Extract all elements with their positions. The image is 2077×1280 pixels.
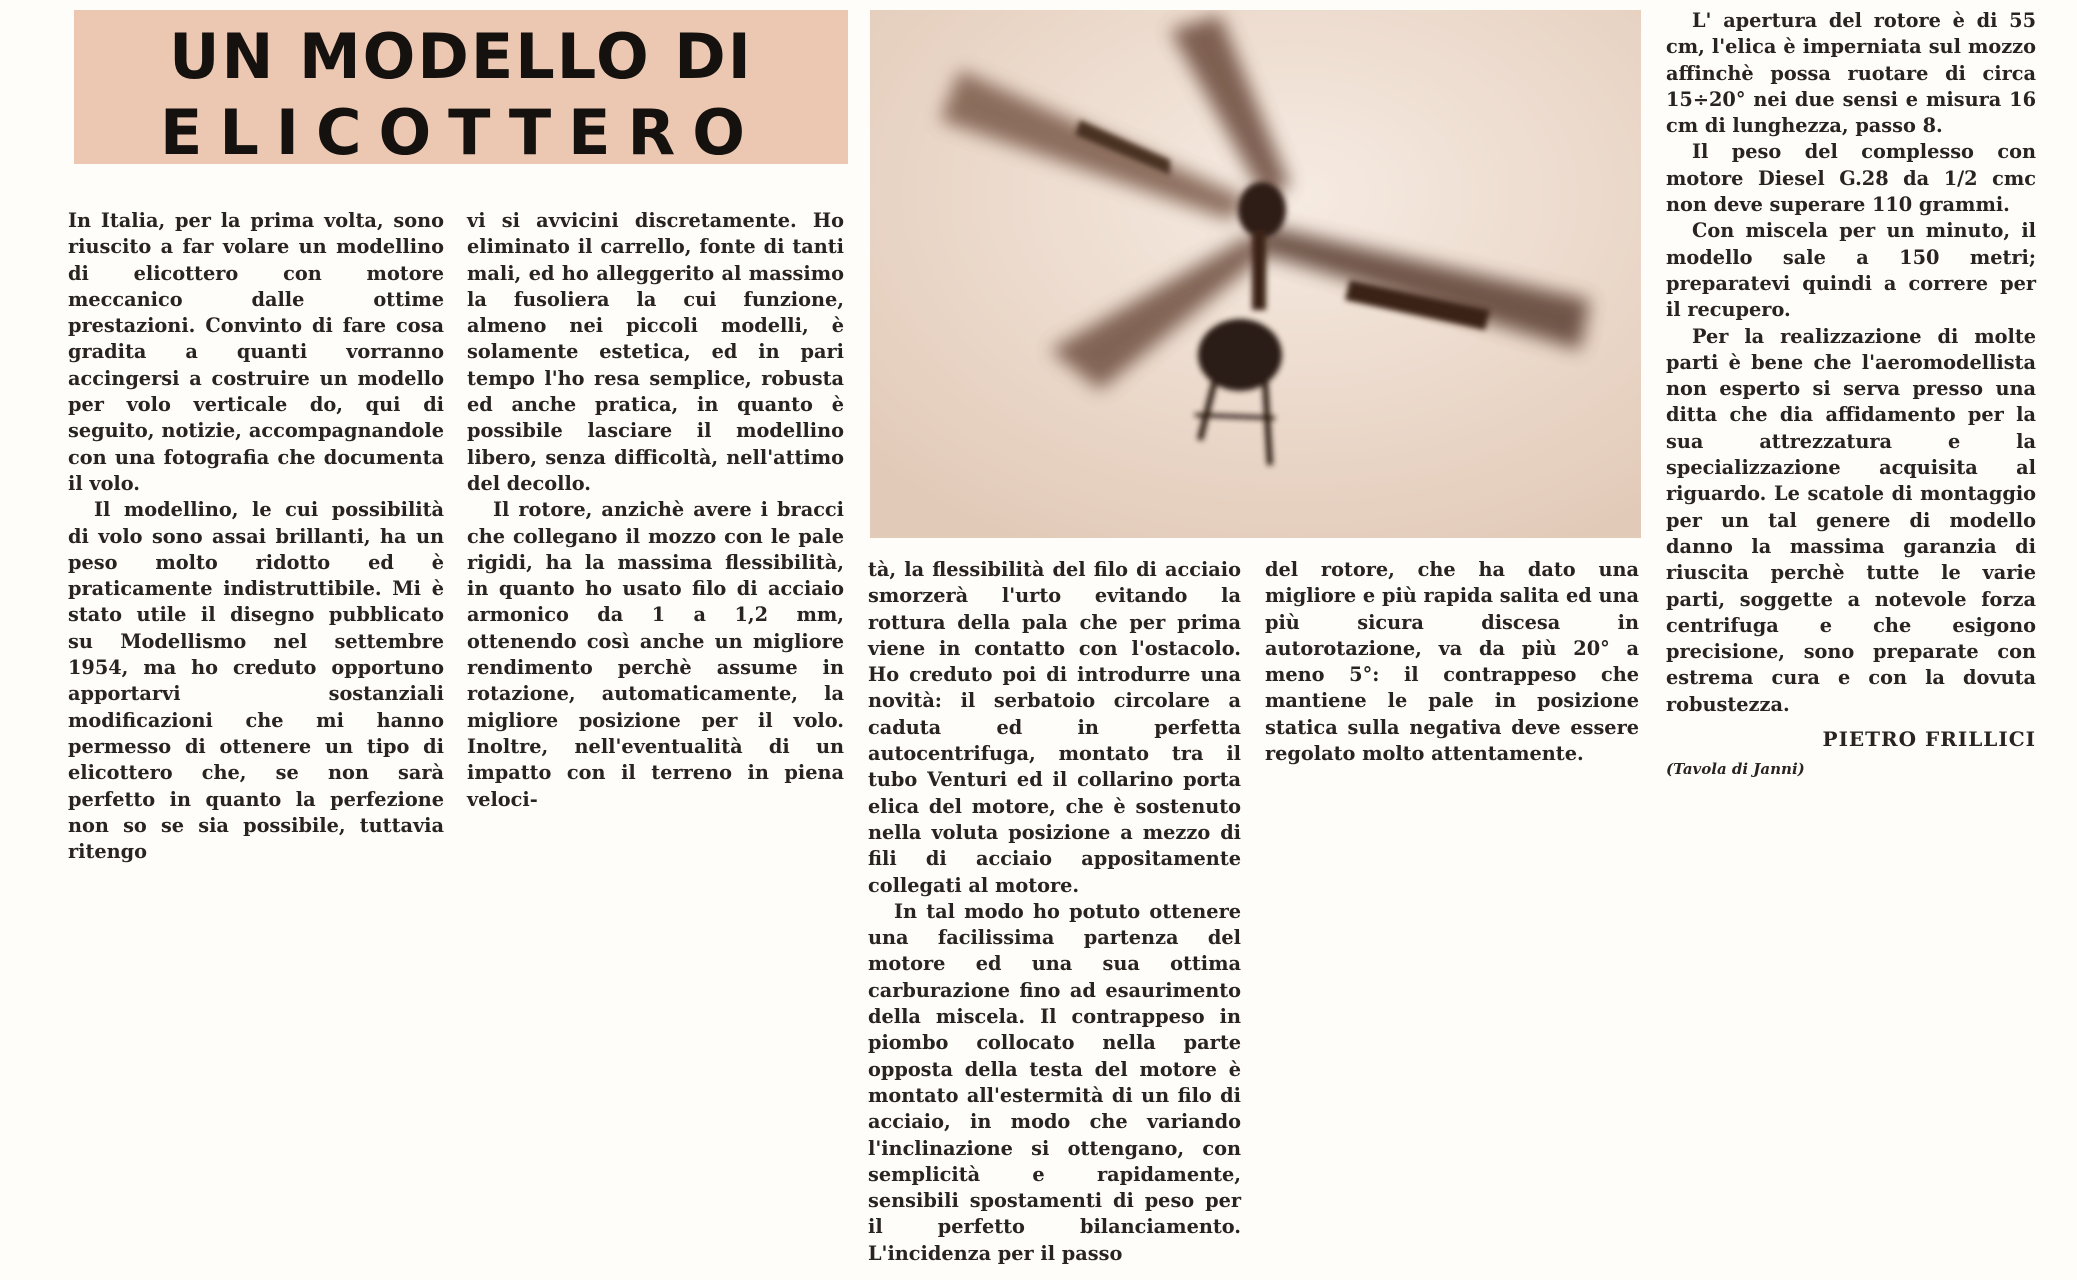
title-line-1: UN MODELLO DI <box>169 20 753 93</box>
paragraph: L' apertura del rotore è di 55 cm, l'elica è imperniata sul mozzo affinchè possa ruotare di circa 15÷20° nei due sensi e misura 16 cm di lunghezza, passo 8. <box>1666 9 2036 138</box>
paragraph: Il rotore, anzichè avere i bracci che collegano il mozzo con le pale rigidi, ha la massima flessibilità, in quanto ho usato filo di acciaio armonico da 1 a 1,2 mm, ottenendo così anche un migliore rendimento perchè assume in rotazione, automaticamente, la migliore posizione per il volo. Inoltre, nell'eventualità di un impatto con il terreno in piena veloci- <box>467 498 844 811</box>
title-banner <box>74 10 848 169</box>
paragraph: Il modellino, le cui possibilità di volo sono assai brillanti, ha un peso molto ridotto ed è praticamente indistruttibile. Mi è stato utile il disegno pubblicato su Modellismo nel settembre 1954, ma ho creduto opportuno apportarvi sostanziali modificazioni che mi hanno permesso di ottenere un tipo di elicottero che, se non sarà perfetto in quanto la perfezione non so se sia possibile, tuttavia ritengo <box>68 498 444 864</box>
article-column-2 <box>467 208 844 813</box>
article-column-1 <box>68 208 444 865</box>
illustration-credit: (Tavola di Janni) <box>1666 760 1805 779</box>
helicopter-photo <box>870 10 1641 538</box>
paragraph <box>68 208 444 497</box>
paragraph: Per la realizzazione di molte parti è bene che l'aeromodellista non esperto si serva presso una ditta che dia affidamento per la sua attrezzatura e la specializzazione acquisita al riguardo. Le scatole di montaggio per un tal genere di modello danno la massima garanzia di riuscita perchè tutte le varie parti, soggette a notevole forza centrifuga e che esigono precisione, sono preparate con estrema cura e con la dovuta robustezza. <box>1666 324 2036 716</box>
paragraph: del rotore, che ha dato una migliore e più rapida salita ed una più sicura discesa in autorotazione, va da più 20° a meno 5°: il contrappeso che mantiene le pale in posizione statica sulla negativa deve essere regolato molto attentamente. <box>1265 558 1639 766</box>
article-column-5 <box>1666 8 2036 783</box>
paragraph: vi si avvicini discretamente. Ho eliminato il carrello, fonte di tanti mali, ed ho alleggerito al massimo la fusoliera la cui funzione, almeno nei piccoli modelli, è solamente estetica, ed in pari tempo l'ho resa semplice, robusta ed anche pratica, in quanto è possibile lasciare il modellino libero, senza difficoltà, nell'attimo del decollo. <box>467 209 844 495</box>
article-column-3 <box>868 557 1241 1267</box>
author-signature: PIETRO FRILLICI <box>1822 727 2036 752</box>
paragraph: tà, la flessibilità del filo di acciaio smorzerà l'urto evitando la rottura della pala che per prima viene in contatto con l'ostacolo. Ho creduto poi di introdurre una novità: il serbatoio circolare a caduta ed in perfetta autocentrifuga, montato tra il tubo Venturi ed il collarino porta elica del motore, che è sostenuto nella voluta posizione a mezzo di fili di acciaio appositamente collegati al motore. <box>868 558 1241 897</box>
title-line-2: ELICOTTERO <box>160 96 762 169</box>
paragraph: In tal modo ho potuto ottenere una facilissima partenza del motore ed una sua ottima carburazione fino ad esaurimento della miscela. Il contrappeso in piombo collocato nella parte opposta della testa del motore è montato all'estermità di un filo di acciaio, in modo che variando l'inclinazione si ottengano, con semplicità e rapidamente, sensibili spostamenti di peso per il perfetto bilanciamento. L'incidenza per il passo <box>868 899 1241 1265</box>
helicopter-photo-illustration <box>870 10 1641 538</box>
article-column-4 <box>1265 557 1639 767</box>
paragraph: Il peso del complesso con motore Diesel G.28 da 1/2 cmc non deve superare 110 grammi. <box>1666 140 2036 217</box>
paragraph: Con miscela per un minuto, il modello sale a 150 metri; preparatevi quindi a correre per il recupero. <box>1666 219 2036 322</box>
paragraph-text: n Italia, per la prima volta, sono riuscito a far volare un modellino di elicottero con motore meccanico dalle ottime prestazioni. Convinto di fare cosa gradita a quanti vorranno accingersi a costruire un modello per volo verticale do, qui di seguito, notizie, accompagnandole con una fotografia che documenta il volo. <box>68 209 444 495</box>
drop-cap: I <box>68 209 78 232</box>
